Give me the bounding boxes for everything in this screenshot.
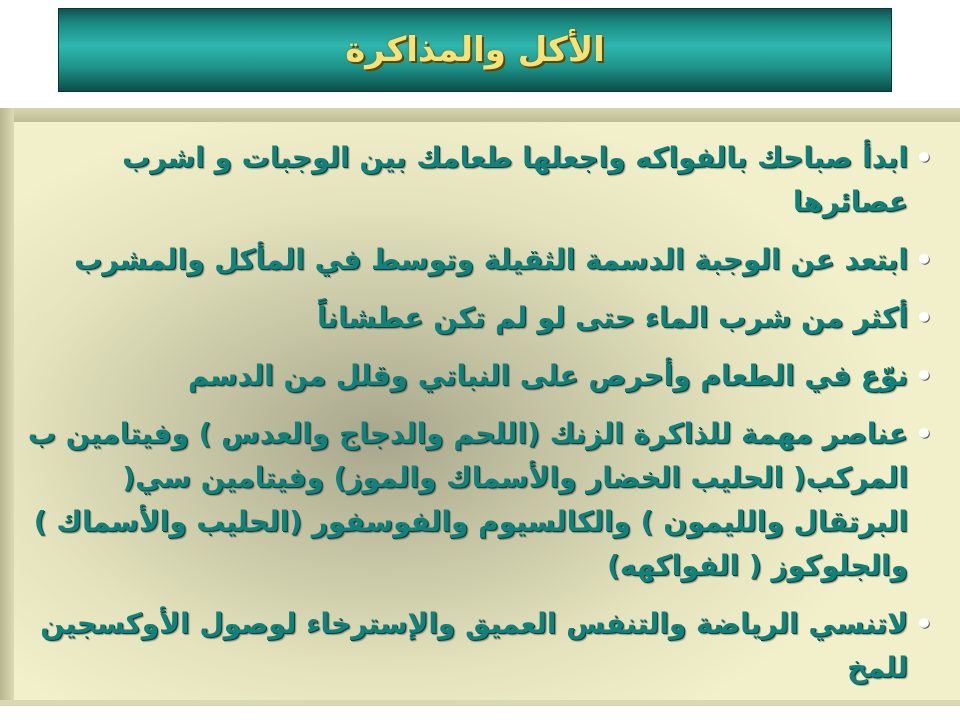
bullet-item-5 [14, 412, 934, 588]
bullet-text-3: أكثر من شرب الماء حتى لو لم تكن عطشاناً [317, 301, 908, 334]
bullet-text-6: لاتنسي الرياضة والتنفس العميق والإسترخاء لوصول الأوكسجين للمخ [40, 607, 908, 684]
bullet-list [14, 136, 934, 704]
bullet-dot-icon: • [915, 417, 933, 450]
bullet-item-3 [14, 296, 934, 340]
bullet-dot-icon: • [915, 359, 933, 392]
bullet-dot-icon: • [915, 607, 933, 640]
bullet-item-4 [14, 354, 934, 398]
bullet-text-1: ابدأ صباحك بالفواكه واجعلها طعامك بين الوجبات و اشرب عصائرها [122, 141, 908, 218]
bullet-text-5: عناصر مهمة للذاكرة الزنك (اللحم والدجاج والعدس ) وفيتامين ب المركب( الحليب الخضار والأسماك والموز) وفيتامين سي( البرتقال والليمون ) والكالسيوم والفوسفور (الحليب والأسماك ) والجلوكوز ( الفواكهه) [27, 417, 908, 582]
bullet-dot-icon: • [915, 243, 933, 276]
slide-title: الأكل والمذاكرة [345, 30, 605, 70]
bullet-text-2: ابتعد عن الوجبة الدسمة الثقيلة وتوسط في المأكل والمشرب [74, 243, 908, 276]
panel-top-bevel [0, 108, 960, 122]
title-banner [58, 8, 892, 92]
bullet-item-2 [14, 238, 934, 282]
bullet-item-6 [14, 602, 934, 690]
panel-left-bevel [0, 108, 14, 704]
bullet-text-4: نوّع في الطعام وأحرص على النباتي وقلل من الدسم [187, 359, 908, 392]
bullet-item-1 [14, 136, 934, 224]
bullet-dot-icon: • [915, 141, 933, 174]
bullet-dot-icon: • [915, 301, 933, 334]
